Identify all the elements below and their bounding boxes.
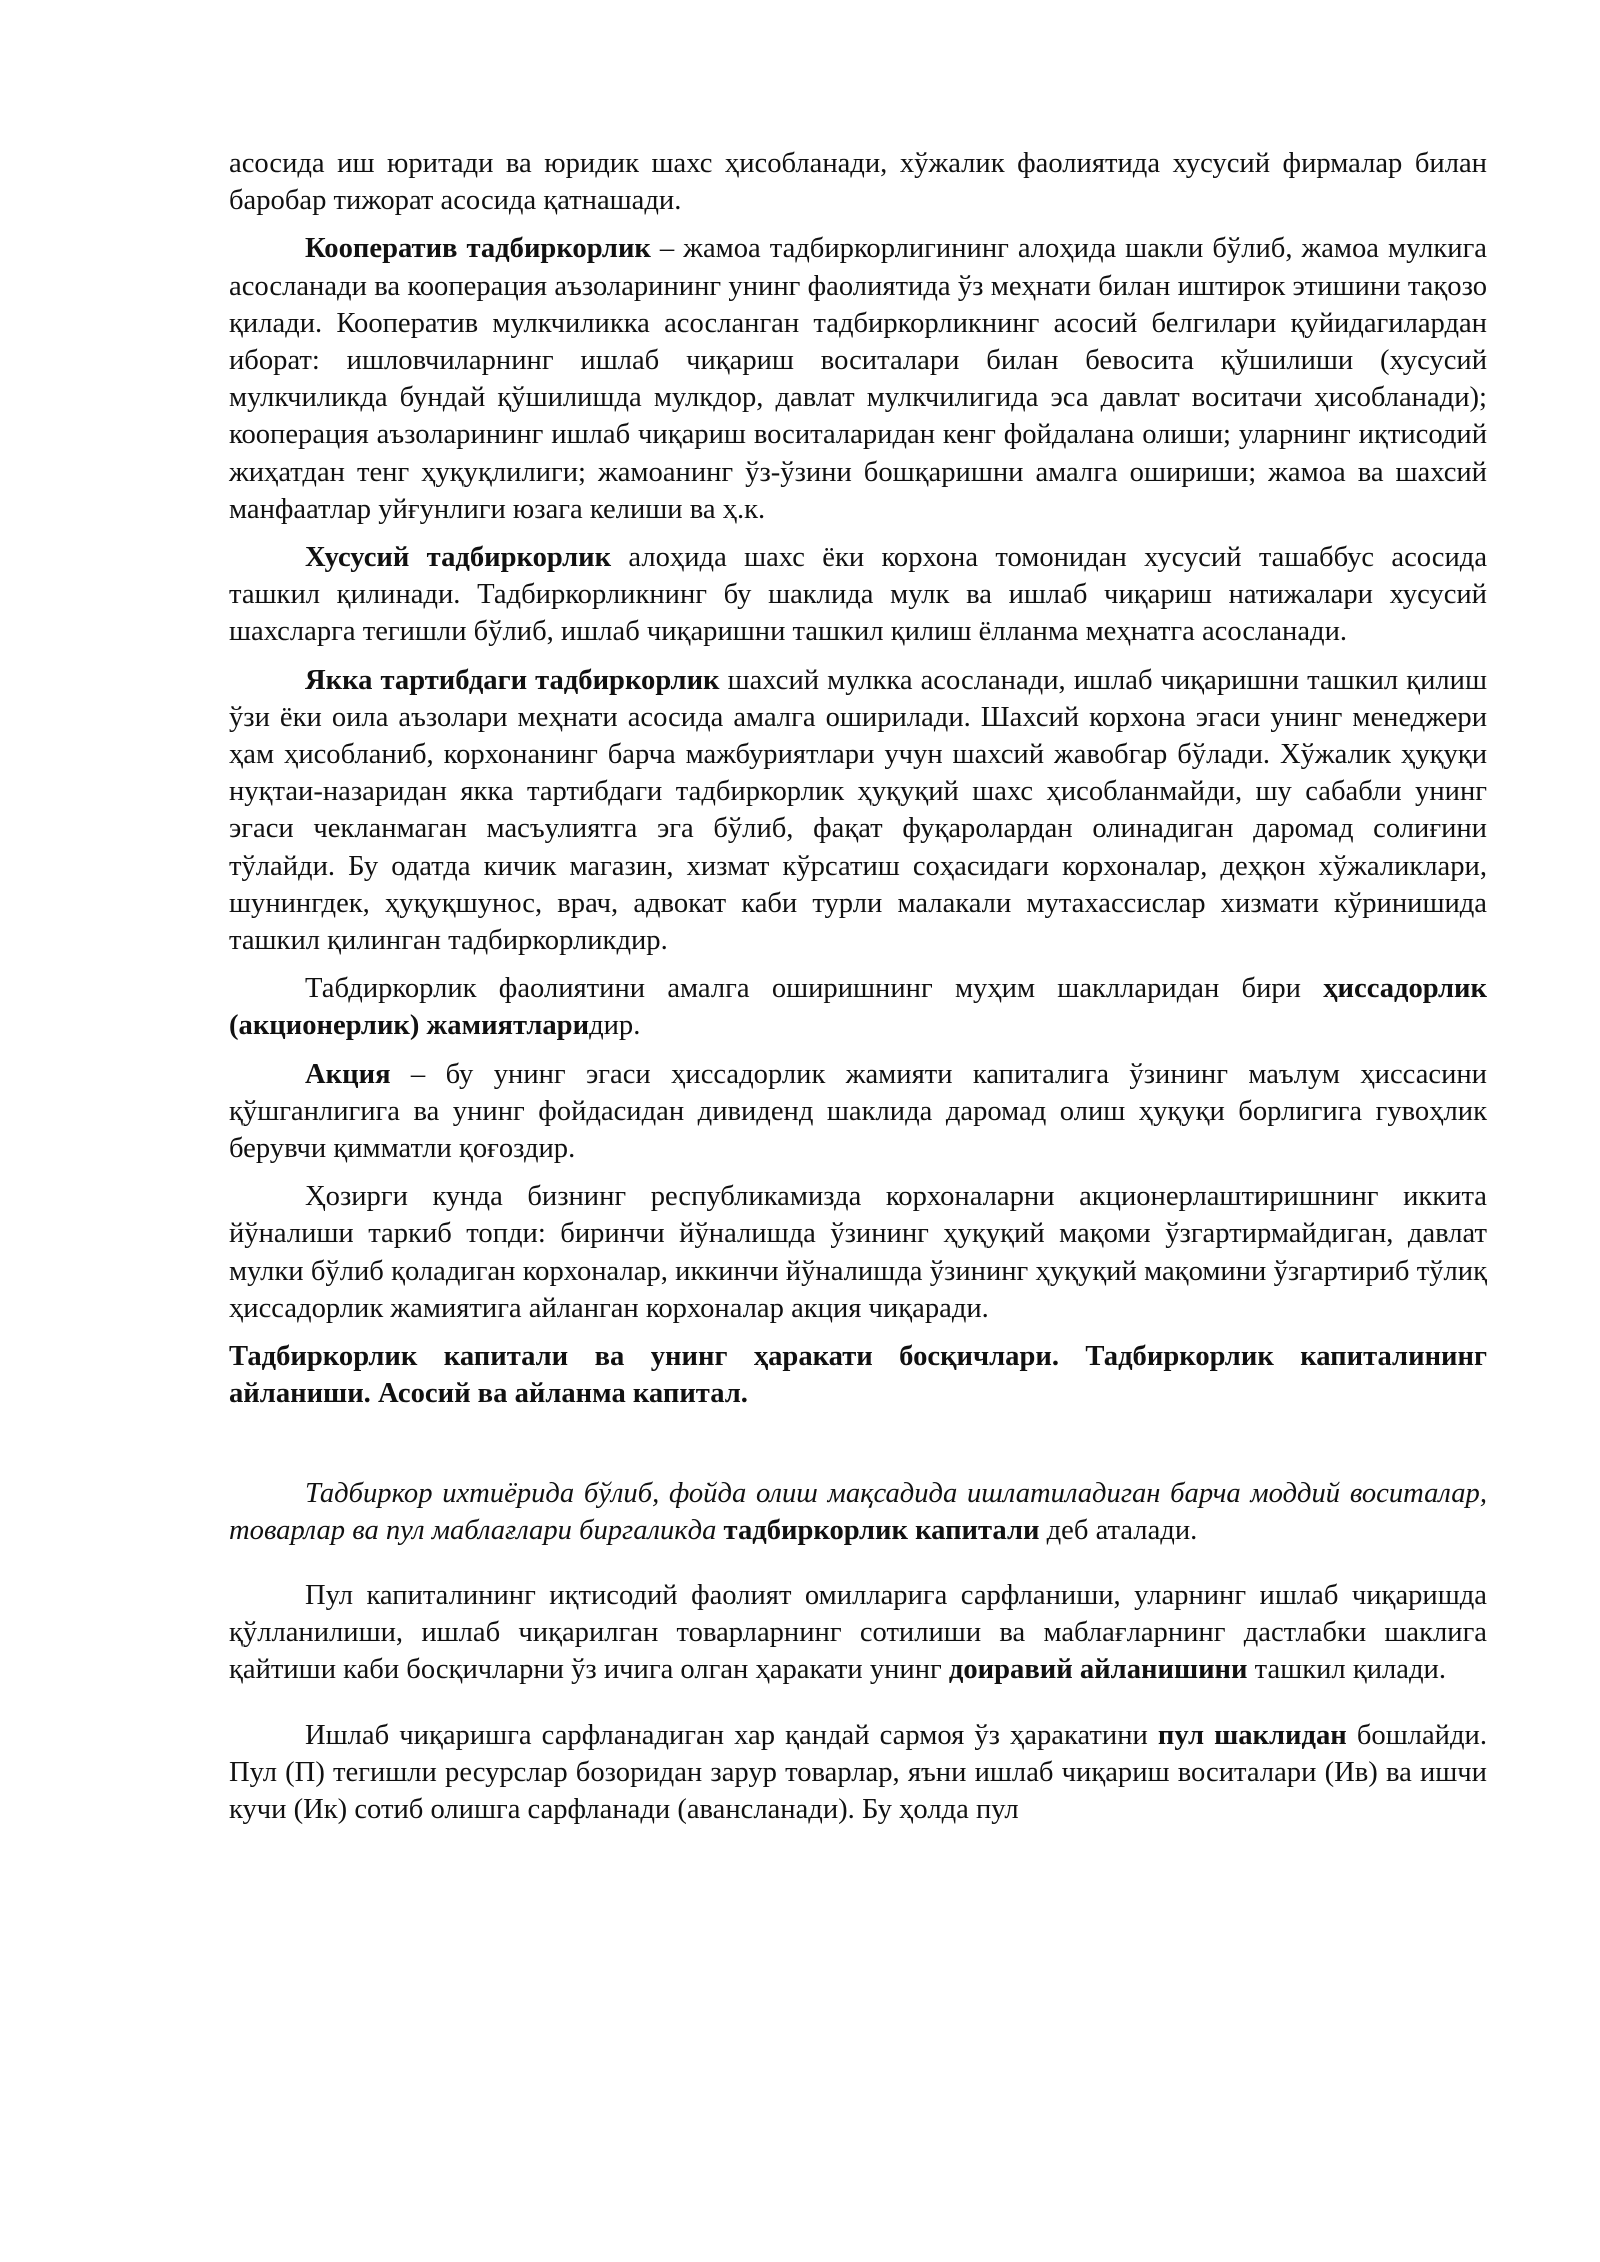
section-heading [229, 1338, 1487, 1412]
paragraph-text: Пул капиталининг иқтисодий фаолият омилларига сарфланиши, уларнинг ишлаб чиқаришда қўлланилиши, ишлаб чиқарилган товарларнинг сотилиши ва маблағларнинг дастлабки шаклига қайтиши каби босқичларни ўз ичига олган ҳаракати унинг [229, 1579, 1487, 1686]
paragraph-current [229, 1178, 1487, 1327]
paragraph-circulation [229, 1577, 1487, 1689]
term-circulation: доиравий айланишини [948, 1654, 1248, 1686]
term-capital: тадбиркорлик капитали [716, 1514, 1040, 1546]
paragraph-share [229, 1056, 1487, 1168]
paragraph-text: Ишлаб чиқаришга сарфланадиган хар қандай сармоя ўз ҳаракатини [305, 1719, 1158, 1751]
paragraph-text: Ҳозирги кунда бизнинг республикамизда корхоналарни акционерлаштиришнинг иккита йўналиши таркиб топди: биринчи йўналишда ўзининг ҳуқуқий мақоми ўзгартирмайдиган, давлат мулки бўлиб қоладиган корхоналар, иккинчи йўналишда ўзининг ҳуқуқий мақомини ўзгартириб тўлиқ ҳиссадорлик жамиятига айланган корхоналар акция чиқаради. [229, 1181, 1487, 1324]
term-money-form: пул шаклидан [1157, 1719, 1347, 1751]
paragraph-individual [229, 662, 1487, 960]
document-page [229, 145, 1487, 1839]
paragraph-text: асосида иш юритади ва юридик шахс ҳисобланади, хўжалик фаолиятида хусусий фирмалар билан баробар тижорат асосида қатнашади. [229, 148, 1487, 217]
paragraph-joint-stock [229, 970, 1487, 1044]
paragraph-text: – жамоа тадбиркорлигининг алоҳида шакли бўлиб, жамоа мулкига асосланади ва кооперация аъзоларининг унинг фаолиятида ўз меҳнати билан иштирок этишини тақозо қилади. Кооператив мулкчиликка асосланган тадбиркорликнинг асосий белгилари қуйидагилардан иборат: ишловчиларнинг ишлаб чиқариш воситалари билан бевосита қўшилиши (хусусий мулкчиликда бундай қўшилишда мулкдор, давлат мулкчилигида эса давлат воситачи ҳисобланади); кооперация аъзоларининг ишлаб чиқариш воситаларидан кенг фойдалана олиши; уларнинг иқтисодий жиҳатдан тенг ҳуқуқлилиги; жамоанинг ўз-ўзини бошқаришни амалга ошириши; жамоа ва шахсий манфаатлар уйғунлиги юзага келиши ва ҳ.к. [229, 233, 1487, 525]
paragraph-text-tail: деб аталади. [1039, 1514, 1198, 1546]
term-cooperative: Кооператив тадбиркорлик [305, 233, 651, 265]
definition-italic: Тадбиркор ихтиёрида бўлиб, фойда олиш мақсадида ишлатиладиган барча моддий воситалар, товарлар ва пул маблағлари биргаликда [229, 1477, 1487, 1546]
paragraph-capital-definition [229, 1475, 1487, 1549]
paragraph-text-tail: бошлайди. Пул (П) тегишли ресурслар бозоридан зарур товарлар, яъни ишлаб чиқариш воситалари (Ив) ва ишчи кучи (Ик) сотиб олишга сарфланади (авансланади). Бу ҳолда пул [229, 1719, 1487, 1825]
paragraph-private [229, 539, 1487, 651]
paragraph-cooperative [229, 230, 1487, 528]
section-heading-text: Тадбиркорлик капитали ва унинг ҳаракати босқичлари. Тадбиркорлик капиталининг айланиши. Асосий ва айланма капитал. [229, 1341, 1487, 1410]
term-joint-stock: ҳиссадорлик (акционерлик) жамиятлари [229, 973, 1487, 1042]
paragraph-text-tail: ташкил қилади. [1247, 1654, 1446, 1686]
paragraph-text: – бу унинг эгаси ҳиссадорлик жамияти капиталига ўзининг маълум ҳиссасини қўшганлигига ва унинг фойдасидан дивиденд шаклида даромад олиш ҳуқуқи борлигига гувоҳлик берувчи қимматли қоғоздир. [229, 1058, 1487, 1165]
paragraph-text: Табдиркорлик фаолиятини амалга оширишнинг муҳим шаклларидан бири [305, 973, 1324, 1005]
paragraph-text: алоҳида шахс ёки корхона томонидан хусусий ташаббус асосида ташкил қилинади. Тадбиркорликнинг бу шаклида мулк ва ишлаб чиқариш натижалари хусусий шахсларга тегишли бўлиб, ишлаб чиқаришни ташкил қилиш ёлланма меҳнатга асосланади. [229, 542, 1488, 648]
paragraph-text: шахсий мулкка асосланади, ишлаб чиқаришни ташкил қилиш ўзи ёки оила аъзолари меҳнати асосида амалга оширилади. Шахсий корхона эгаси унинг менеджери ҳам ҳисобланиб, корхонанинг барча мажбуриятлари учун шахсий жавобгар бўлади. Хўжалик ҳуқуқи нуқтаи-назаридан якка тартибдаги тадбиркорлик ҳуқуқий шахс ҳисобланмайди, шу сабабли унинг эгаси чекланмаган масъулиятга эга бўлиб, фақат фуқаролардан олинадиган даромад солиғини тўлайди. Бу одатда кичик магазин, хизмат кўрсатиш соҳасидаги корхоналар, деҳқон хўжаликлари, шунингдек, ҳуқуқшунос, врач, адвокат каби турли малакали мутахассислар хизмати кўринишида ташкил қилинган тадбиркорликдир. [229, 664, 1487, 957]
term-share: Акция [305, 1058, 391, 1090]
paragraph-text-tail: дир. [589, 1010, 641, 1042]
paragraph-continuation [229, 145, 1487, 219]
term-individual: Якка тартибдаги тадбиркорлик [305, 664, 720, 696]
paragraph-money-form [229, 1717, 1487, 1829]
term-private: Хусусий тадбиркорлик [305, 542, 612, 574]
